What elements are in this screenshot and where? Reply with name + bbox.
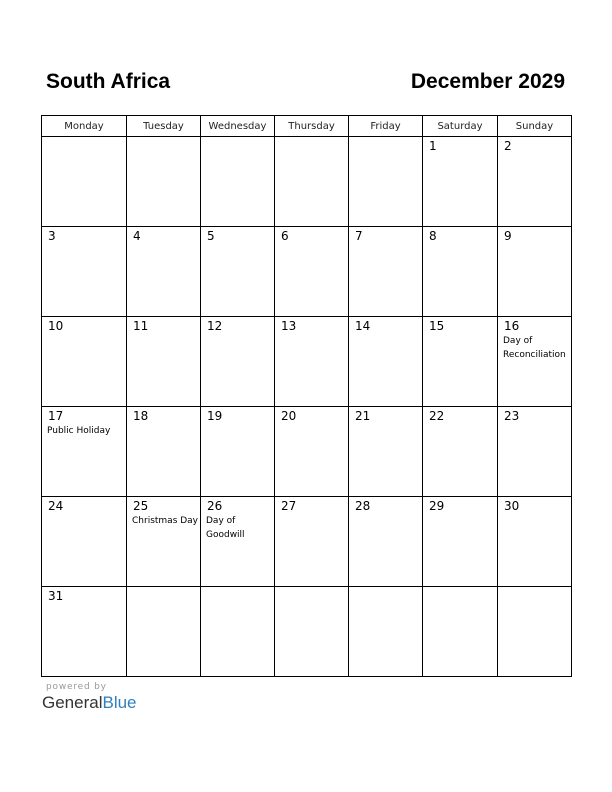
day-cell [349,407,423,497]
holiday-label: Day of Goodwill [206,516,245,540]
day-cell [498,407,572,497]
day-number: 22 [429,409,445,423]
day-cell [201,497,275,587]
holiday-label: Day of Reconciliation [503,336,566,360]
week-row [42,137,572,227]
day-cell [423,137,498,227]
day-number: 4 [133,229,141,243]
day-cell [275,497,349,587]
day-cell [349,497,423,587]
empty-day-cell [42,137,127,227]
day-cell [201,317,275,407]
day-number: 29 [429,499,445,513]
day-number: 23 [504,409,520,423]
weekday-header-thursday: Thursday [275,116,349,137]
day-number: 26 [207,499,223,513]
weekday-header-wednesday: Wednesday [201,116,275,137]
empty-day-cell [349,587,423,677]
day-number: 8 [429,229,437,243]
day-number: 7 [355,229,363,243]
week-row [42,497,572,587]
day-number: 27 [281,499,297,513]
day-number: 10 [48,319,64,333]
powered-by-label: powered by [46,682,107,692]
weekday-header-friday: Friday [349,116,423,137]
day-number: 16 [504,319,520,333]
day-cell [498,227,572,317]
day-number: 30 [504,499,520,513]
generalblue-logo[interactable] [42,693,137,713]
day-number: 24 [48,499,64,513]
day-cell [498,137,572,227]
day-number: 2 [504,139,512,153]
weekday-header-tuesday: Tuesday [127,116,201,137]
empty-day-cell [127,587,201,677]
day-number: 31 [48,589,64,603]
day-number: 19 [207,409,223,423]
empty-day-cell [498,587,572,677]
day-number: 21 [355,409,371,423]
holiday-label: Christmas Day [132,516,199,526]
day-number: 13 [281,319,297,333]
holiday-label: Public Holiday [47,426,111,436]
empty-day-cell [275,587,349,677]
logo-part-blue: Blue [102,693,137,712]
day-cell [42,317,127,407]
day-cell [423,227,498,317]
week-row [42,317,572,407]
weekday-header-sunday: Sunday [498,116,572,137]
day-number: 17 [48,409,64,423]
week-row [42,227,572,317]
country-title: South Africa [46,70,171,93]
day-number: 3 [48,229,56,243]
day-number: 11 [133,319,149,333]
day-number: 15 [429,319,445,333]
day-number: 28 [355,499,371,513]
day-cell [42,587,127,677]
day-cell [275,227,349,317]
month-title: December 2029 [410,70,565,93]
day-number: 6 [281,229,289,243]
calendar-grid [41,115,572,677]
day-number: 18 [133,409,149,423]
empty-day-cell [127,137,201,227]
week-row [42,587,572,677]
empty-day-cell [201,137,275,227]
day-cell [127,497,201,587]
day-cell [127,227,201,317]
day-number: 5 [207,229,215,243]
day-cell [423,497,498,587]
weekday-header-row [42,116,572,137]
day-cell [201,227,275,317]
day-cell [127,317,201,407]
empty-day-cell [201,587,275,677]
week-row [42,407,572,497]
day-cell [349,227,423,317]
day-number: 12 [207,319,223,333]
day-cell [423,317,498,407]
logo-part-general: General [42,693,103,712]
day-number: 9 [504,229,512,243]
day-number: 25 [133,499,149,513]
day-cell [498,317,572,407]
day-cell [201,407,275,497]
weekday-header-saturday: Saturday [423,116,498,137]
empty-day-cell [423,587,498,677]
day-number: 20 [281,409,297,423]
day-cell [42,407,127,497]
day-cell [423,407,498,497]
empty-day-cell [349,137,423,227]
day-cell [275,317,349,407]
day-cell [275,407,349,497]
day-cell [498,497,572,587]
day-cell [127,407,201,497]
day-number: 14 [355,319,371,333]
empty-day-cell [275,137,349,227]
day-cell [349,317,423,407]
day-cell [42,497,127,587]
day-cell [42,227,127,317]
weekday-header-monday: Monday [42,116,127,137]
day-number: 1 [429,139,437,153]
